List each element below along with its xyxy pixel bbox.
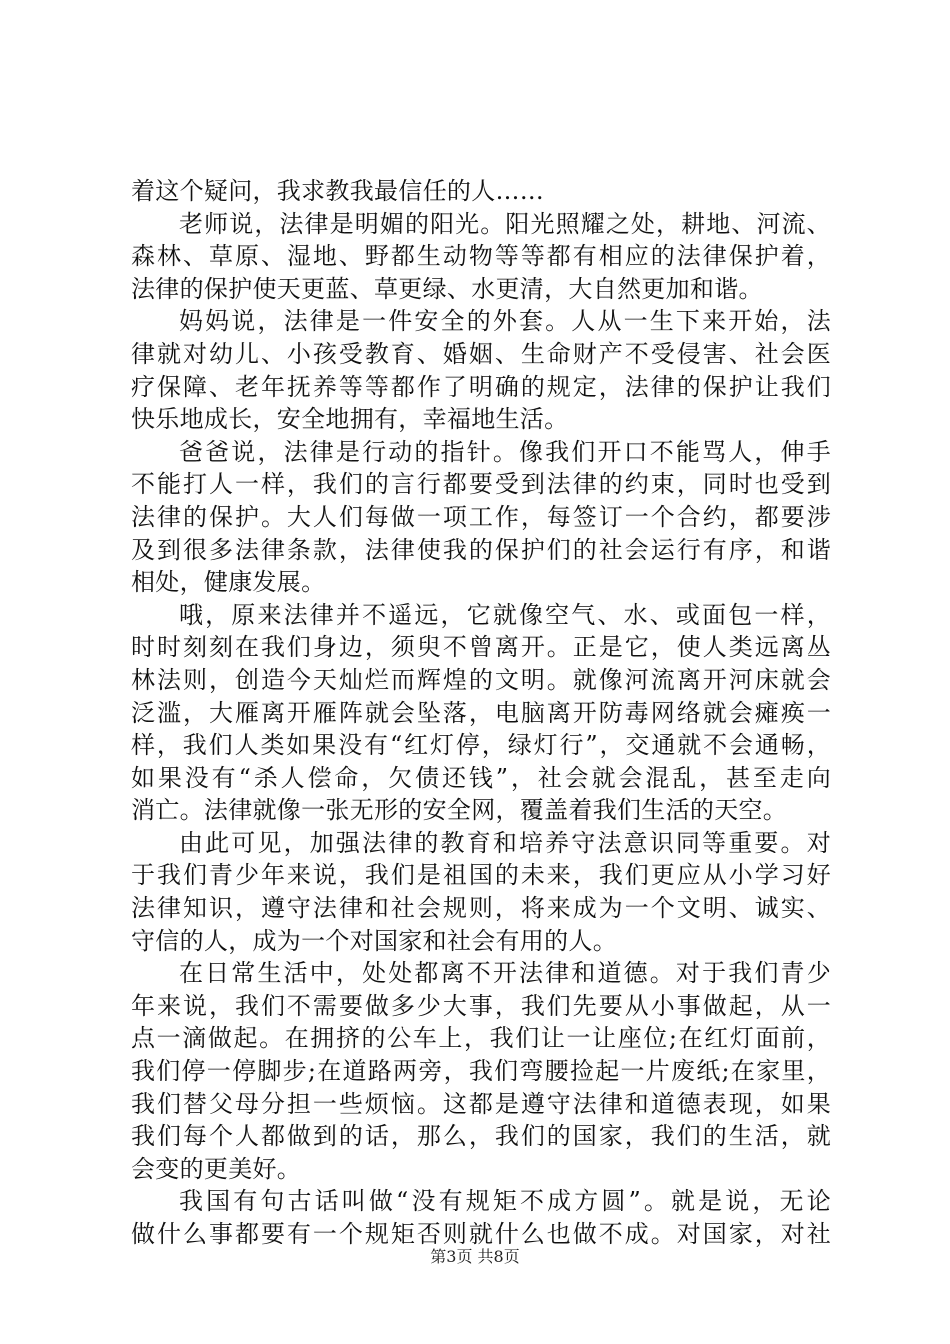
text-line: 于我们青少年来说，我们是祖国的未来，我们更应从小学习好 xyxy=(131,861,831,890)
text-line: 法律的保护。大人们每做一项工作，每签订一个合约，都要涉 xyxy=(131,502,831,531)
text-line: 疗保障、老年抚养等等都作了明确的规定，法律的保护让我们 xyxy=(131,372,831,401)
text-line: 在日常生活中，处处都离不开法律和道德。对于我们青少 xyxy=(179,959,831,988)
text-line: 点一滴做起。在拥挤的公车上，我们让一让座位;在红灯面前， xyxy=(131,1024,831,1053)
text-line: 泛滥，大雁离开雁阵就会坠落，电脑离开防毒网络就会瘫痪一 xyxy=(131,698,831,727)
text-line: 不能打人一样，我们的言行都要受到法律的约束，同时也受到 xyxy=(131,470,831,499)
text-line: 会变的更美好。 xyxy=(131,1154,302,1183)
text-line: 老师说，法律是明媚的阳光。阳光照耀之处，耕地、河流、 xyxy=(179,209,831,238)
text-line: 相处，健康发展。 xyxy=(131,568,326,597)
text-line: 样，我们人类如果没有“红灯停，绿灯行”，交通就不会通畅， xyxy=(131,731,831,760)
text-line: 林法则，创造今天灿烂而辉煌的文明。就像河流离开河床就会 xyxy=(131,665,831,694)
text-line: 森林、草原、湿地、野都生动物等等都有相应的法律保护着， xyxy=(131,242,831,271)
text-line: 妈妈说，法律是一件安全的外套。人从一生下来开始，法 xyxy=(179,307,831,336)
text-line: 快乐地成长，安全地拥有，幸福地生活。 xyxy=(131,405,569,434)
text-line: 法律知识，遵守法律和社会规则，将来成为一个文明、诚实、 xyxy=(131,894,831,923)
text-line: 如果没有“杀人偿命，欠债还钱”，社会就会混乱，甚至走向 xyxy=(131,763,831,792)
text-line: 我国有句古话叫做“没有规矩不成方圆”。就是说，无论 xyxy=(179,1187,831,1216)
text-line: 哦，原来法律并不遥远，它就像空气、水、或面包一样， xyxy=(179,600,831,629)
page-footer: 第3页 共8页 xyxy=(430,1247,520,1266)
text-line: 我们替父母分担一些烦恼。这都是遵守法律和道德表现，如果 xyxy=(131,1089,831,1118)
text-line: 我们每个人都做到的话，那么，我们的国家，我们的生活，就 xyxy=(131,1122,831,1151)
body-text xyxy=(131,175,831,1251)
text-line: 法律的保护使天更蓝、草更绿、水更清，大自然更加和谐。 xyxy=(131,274,763,303)
text-line: 年来说，我们不需要做多少大事，我们先要从小事做起，从一 xyxy=(131,991,831,1020)
text-line: 我们停一停脚步;在道路两旁，我们弯腰捡起一片废纸;在家里， xyxy=(131,1057,831,1086)
text-line: 消亡。法律就像一张无形的安全网，覆盖着我们生活的天空。 xyxy=(131,796,788,825)
text-line: 及到很多法律条款，法律使我的保护们的社会运行有序，和谐 xyxy=(131,535,831,564)
text-line: 做什么事都要有一个规矩否则就什么也做不成。对国家，对社 xyxy=(131,1220,831,1248)
text-line: 律就对幼儿、小孩受教育、婚姻、生命财产不受侵害、社会医 xyxy=(131,339,831,368)
text-line: 爸爸说，法律是行动的指针。像我们开口不能骂人，伸手 xyxy=(179,437,831,466)
text-line: 时时刻刻在我们身边，须臾不曾离开。正是它，使人类远离丛 xyxy=(131,633,831,662)
text-line: 由此可见，加强法律的教育和培养守法意识同等重要。对 xyxy=(179,828,831,857)
text-line: 守信的人，成为一个对国家和社会有用的人。 xyxy=(131,926,617,955)
text-line: 着这个疑问，我求教我最信任的人…… xyxy=(131,177,545,205)
